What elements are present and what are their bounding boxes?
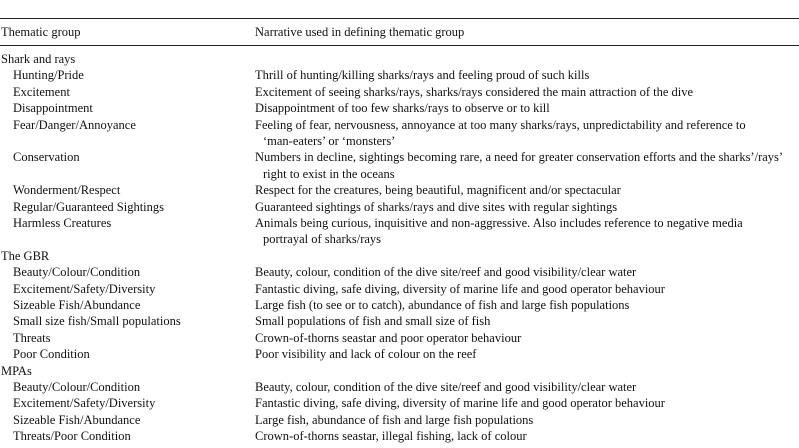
narrative-cell bbox=[255, 84, 799, 100]
table-row bbox=[0, 117, 799, 150]
theme-cell: Small size fish/Small populations bbox=[13, 314, 181, 329]
theme-cell: Beauty/Colour/Condition bbox=[13, 380, 141, 395]
theme-cell: Excitement bbox=[13, 84, 70, 99]
table-row bbox=[0, 330, 799, 346]
theme-cell: Wonderment/Respect bbox=[13, 183, 121, 198]
narrative-line: Poor visibility and lack of colour on the reef bbox=[255, 347, 477, 362]
narrative-line: Thrill of hunting/killing sharks/rays and feeling proud of such kills bbox=[255, 68, 590, 83]
narrative-cell bbox=[255, 67, 799, 83]
theme-cell: Excitement/Safety/Diversity bbox=[13, 396, 156, 411]
narrative-cell bbox=[255, 215, 799, 248]
table-row bbox=[0, 428, 799, 444]
table-row bbox=[0, 297, 799, 313]
theme-cell: Beauty/Colour/Condition bbox=[13, 265, 141, 280]
narrative-continuation-line: right to exist in the oceans bbox=[263, 166, 395, 181]
table-row bbox=[0, 84, 799, 100]
narrative-cell bbox=[255, 117, 799, 150]
theme-cell: Poor Condition bbox=[13, 347, 90, 362]
theme-cell: Fear/Danger/Annoyance bbox=[13, 117, 136, 132]
narrative-line: Animals being curious, inquisitive and non-aggressive. Also includes reference to negative media bbox=[255, 216, 743, 231]
narrative-cell bbox=[255, 330, 799, 346]
narrative-line: Crown-of-thorns seastar and poor operator behaviour bbox=[255, 330, 522, 345]
narrative-line: Respect for the creatures, being beautiful, magnificent and/or spectacular bbox=[255, 183, 621, 198]
column-header-narrative: Narrative used in defining thematic group bbox=[255, 25, 465, 39]
table-row bbox=[0, 412, 799, 428]
narrative-cell bbox=[255, 395, 799, 411]
table-row bbox=[0, 67, 799, 83]
theme-cell: Hunting/Pride bbox=[13, 68, 84, 83]
narrative-line: Excitement of seeing sharks/rays, sharks/rays considered the main attraction of the dive bbox=[255, 84, 694, 99]
narrative-line: Beauty, colour, condition of the dive site/reef and good visibility/clear water bbox=[255, 380, 637, 395]
narrative-cell bbox=[255, 100, 799, 116]
narrative-line: Small populations of fish and small size of fish bbox=[255, 314, 491, 329]
narrative-cell bbox=[255, 182, 799, 198]
table-row bbox=[0, 379, 799, 395]
narrative-line: Fantastic diving, safe diving, diversity of marine life and good operator behaviour bbox=[255, 281, 665, 296]
narrative-line: Feeling of fear, nervousness, annoyance at too many sharks/rays, unpredictability and reference to bbox=[255, 117, 746, 132]
narrative-cell bbox=[255, 428, 799, 444]
narrative-line: Disappointment of too few sharks/rays to observe or to kill bbox=[255, 101, 550, 116]
group-heading: The GBR bbox=[1, 248, 50, 263]
theme-cell: Regular/Guaranteed Sightings bbox=[13, 199, 165, 214]
theme-cell: Harmless Creatures bbox=[13, 216, 112, 231]
table-body bbox=[0, 51, 799, 445]
narrative-line: Large fish, abundance of fish and large fish populations bbox=[255, 412, 534, 427]
theme-cell: Sizeable Fish/Abundance bbox=[13, 298, 141, 313]
table-row bbox=[0, 215, 799, 248]
theme-cell: Excitement/Safety/Diversity bbox=[13, 281, 156, 296]
narrative-line: Fantastic diving, safe diving, diversity of marine life and good operator behaviour bbox=[255, 396, 665, 411]
theme-cell: Threats/Poor Condition bbox=[13, 429, 131, 444]
narrative-cell bbox=[255, 346, 799, 362]
narrative-cell bbox=[255, 412, 799, 428]
table-row bbox=[0, 149, 799, 182]
table-row bbox=[0, 264, 799, 280]
table-row bbox=[0, 100, 799, 116]
table-row bbox=[0, 182, 799, 198]
theme-cell: Conservation bbox=[13, 150, 80, 165]
table-row bbox=[0, 346, 799, 362]
table-row bbox=[0, 281, 799, 297]
group-heading: MPAs bbox=[1, 363, 32, 378]
narrative-line: Crown-of-thorns seastar, illegal fishing, lack of colour bbox=[255, 429, 527, 444]
narrative-continuation-line: portrayal of sharks/rays bbox=[263, 232, 382, 247]
narrative-continuation-line: ‘man-eaters’ or ‘monsters’ bbox=[263, 134, 396, 149]
narrative-cell bbox=[255, 281, 799, 297]
narrative-cell bbox=[255, 264, 799, 280]
theme-cell: Threats bbox=[13, 330, 51, 345]
group-heading: Shark and rays bbox=[1, 52, 76, 66]
table-top-rule bbox=[0, 18, 799, 19]
table-header-rule bbox=[0, 45, 799, 46]
narrative-cell bbox=[255, 199, 799, 215]
narrative-cell bbox=[255, 297, 799, 313]
narrative-line: Numbers in decline, sightings becoming rare, a need for greater conservation efforts and the sharks’/rays’ bbox=[255, 150, 784, 165]
narrative-cell bbox=[255, 379, 799, 395]
narrative-line: Large fish (to see or to catch), abundance of fish and large fish populations bbox=[255, 298, 630, 313]
column-header-thematic-group: Thematic group bbox=[1, 25, 81, 39]
narrative-line: Beauty, colour, condition of the dive site/reef and good visibility/clear water bbox=[255, 265, 637, 280]
narrative-cell bbox=[255, 313, 799, 329]
narrative-line: Guaranteed sightings of sharks/rays and dive sites with regular sightings bbox=[255, 199, 618, 214]
narrative-cell bbox=[255, 149, 799, 182]
table-row bbox=[0, 313, 799, 329]
table-row bbox=[0, 199, 799, 215]
theme-cell: Sizeable Fish/Abundance bbox=[13, 412, 141, 427]
theme-cell: Disappointment bbox=[13, 101, 93, 116]
table-row bbox=[0, 395, 799, 411]
